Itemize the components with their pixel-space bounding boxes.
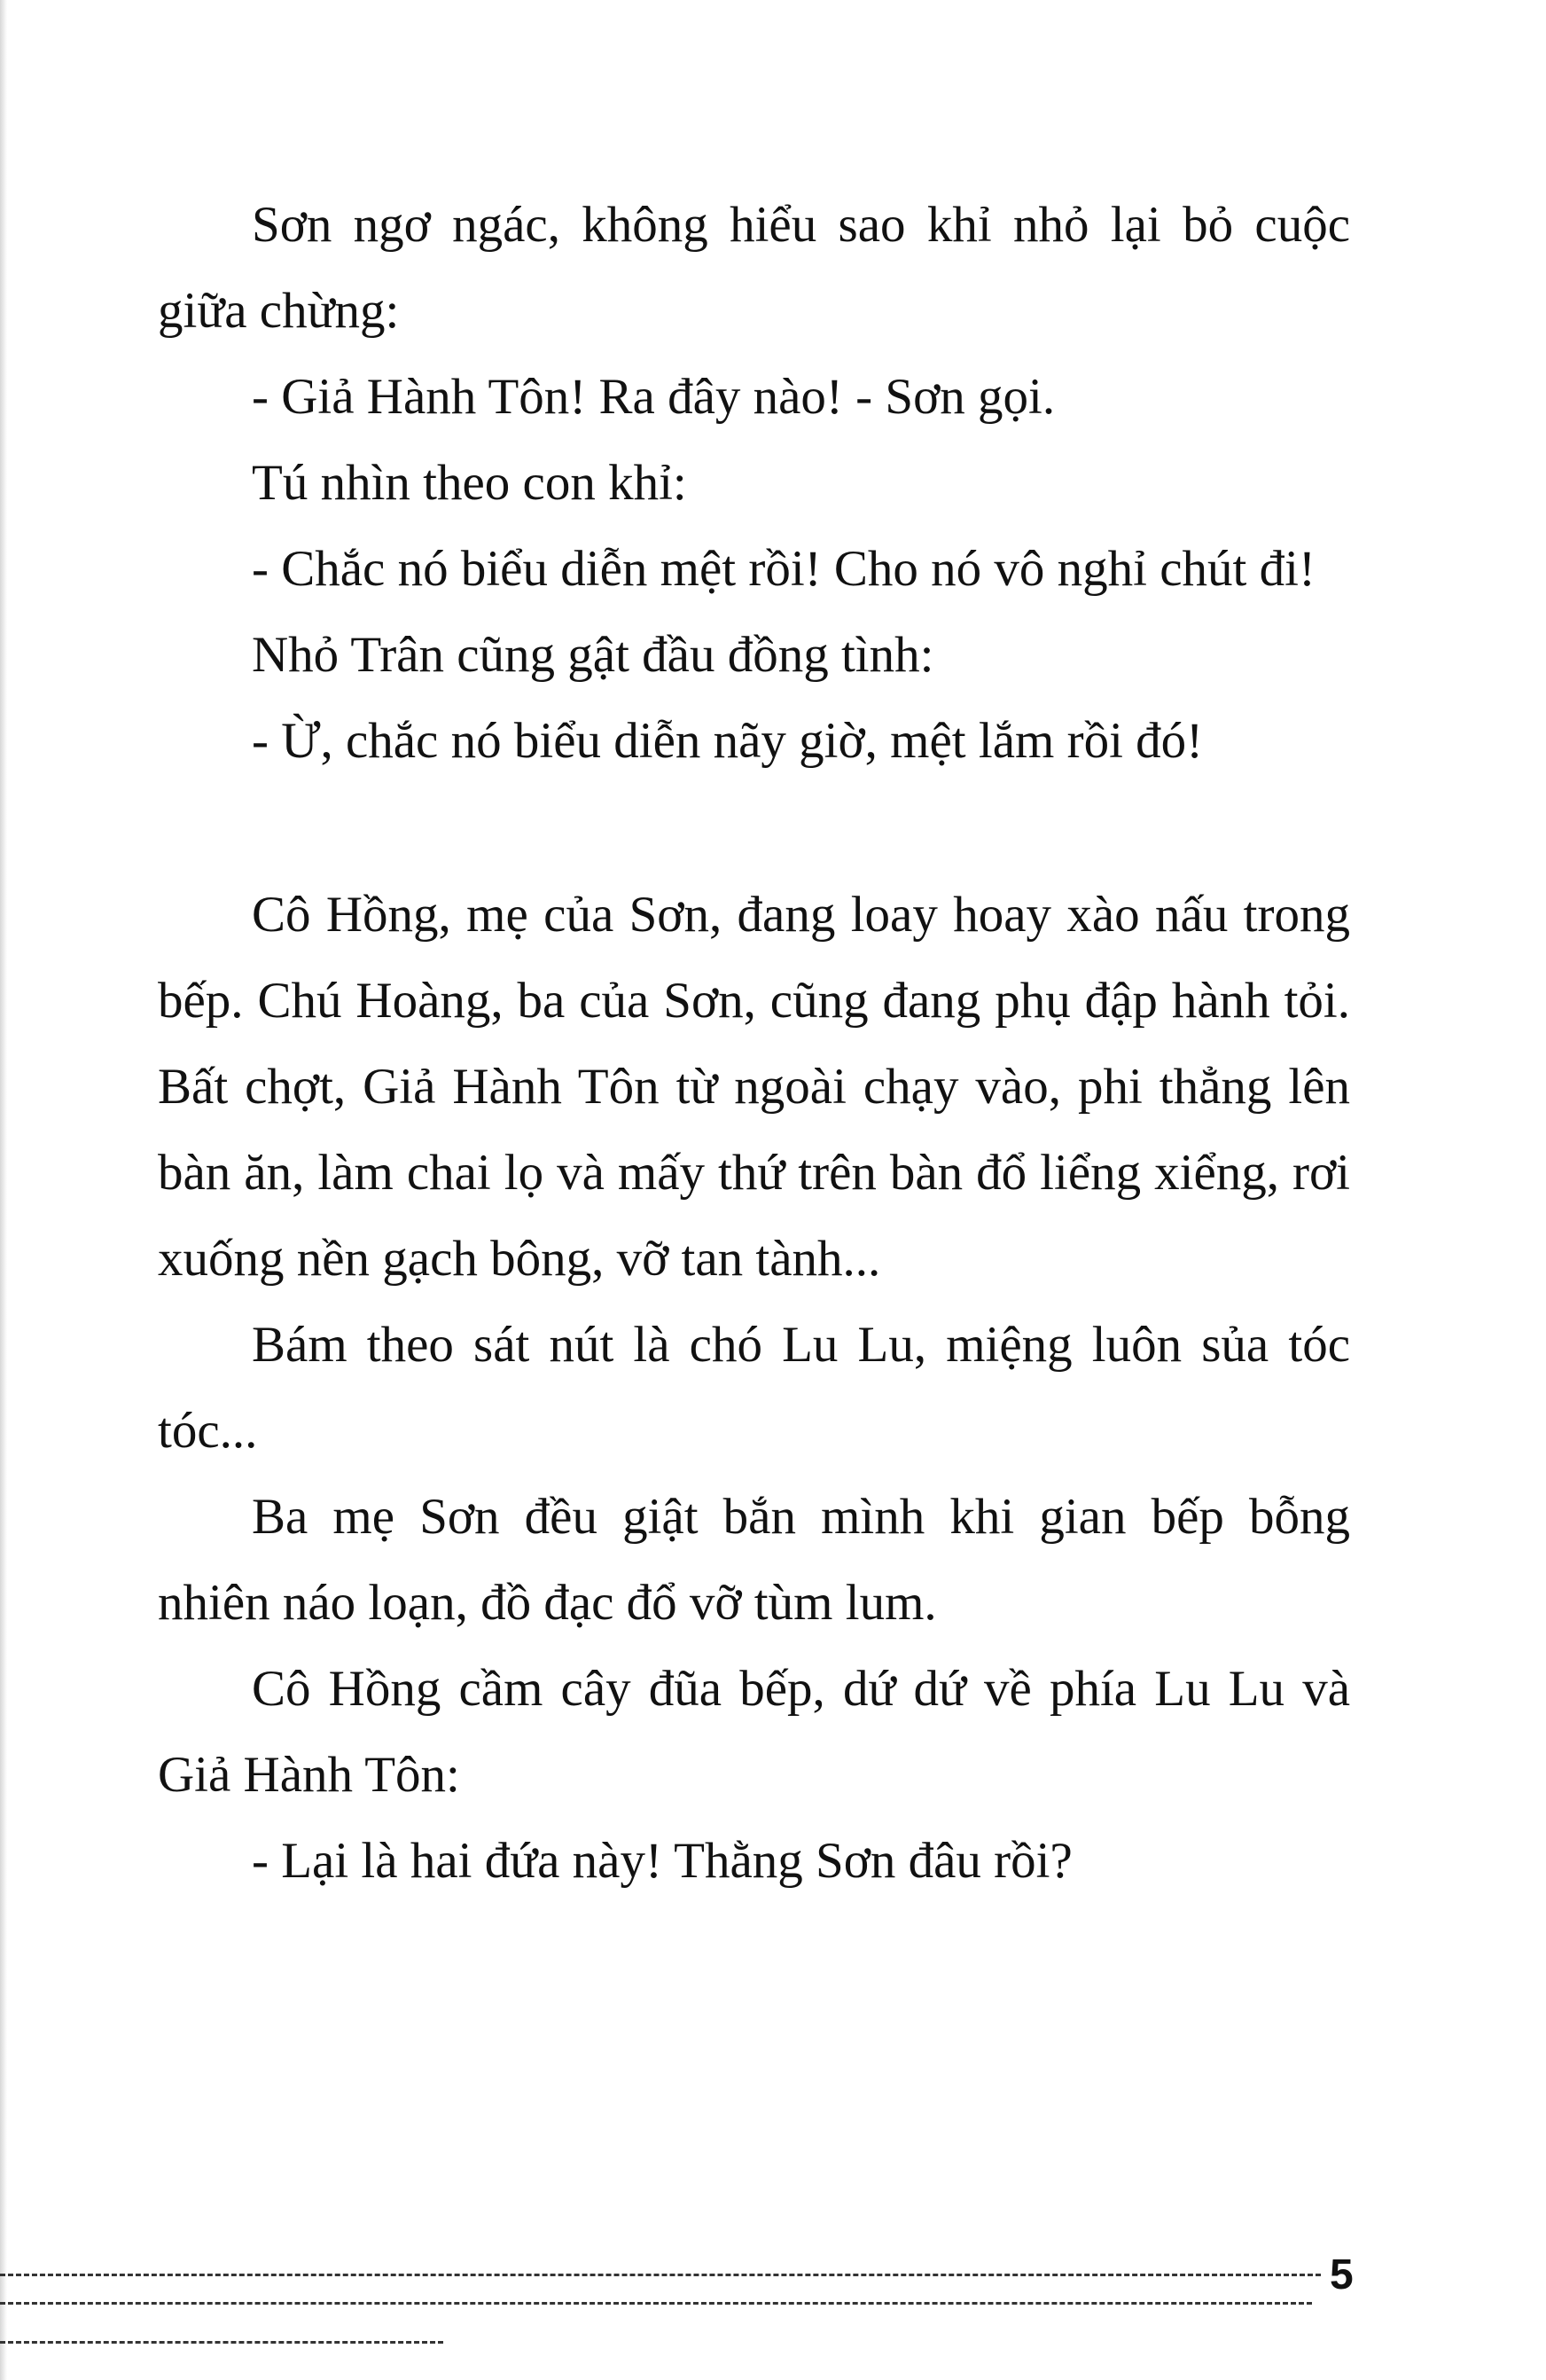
paragraph: Sơn ngơ ngác, không hiểu sao khỉ nhỏ lại bỏ cuộc giữa chừng:	[158, 197, 1350, 339]
paragraph: - Ừ, chắc nó biểu diễn nãy giờ, mệt lắm rồi đó!	[252, 713, 1204, 769]
paragraph: - Lại là hai đứa này! Thằng Sơn đâu rồi?	[252, 1833, 1073, 1889]
scan-edge	[0, 0, 7, 2380]
paragraph: Cô Hồng, mẹ của Sơn, đang loay hoay xào nấu trong bếp. Chú Hoàng, ba của Sơn, cũng đang phụ đập hành tỏi. Bất chợt, Giả Hành Tôn từ ngoài chạy vào, phi thẳng lên bàn ăn, làm chai lọ và mấy thứ trên bàn đổ liểng xiểng, rơi xuống nền gạch bông, vỡ tan tành...	[158, 887, 1350, 1287]
paragraph: - Chắc nó biểu diễn mệt rồi! Cho nó vô nghỉ chút đi!	[252, 541, 1316, 597]
paragraph: Tú nhìn theo con khỉ:	[252, 455, 687, 511]
paragraph: Bám theo sát nút là chó Lu Lu, miệng luôn sủa tóc tóc...	[158, 1317, 1350, 1459]
story-text	[158, 182, 1350, 1904]
paragraph: - Giả Hành Tôn! Ra đây nào! - Sơn gọi.	[252, 369, 1056, 425]
paragraph: Ba mẹ Sơn đều giật bắn mình khi gian bếp bỗng nhiên náo loạn, đồ đạc đổ vỡ tùm lum.	[158, 1489, 1350, 1631]
footer-dashed-line	[0, 2341, 443, 2344]
footer-dashed-line	[0, 2274, 1321, 2276]
paragraph: Cô Hồng cầm cây đũa bếp, dứ dứ về phía Lu Lu và Giả Hành Tôn:	[158, 1661, 1350, 1803]
paragraph: Nhỏ Trân cũng gật đầu đồng tình:	[252, 627, 934, 683]
page-number: 5	[1330, 2251, 1354, 2298]
footer-dashed-line	[0, 2302, 1312, 2305]
